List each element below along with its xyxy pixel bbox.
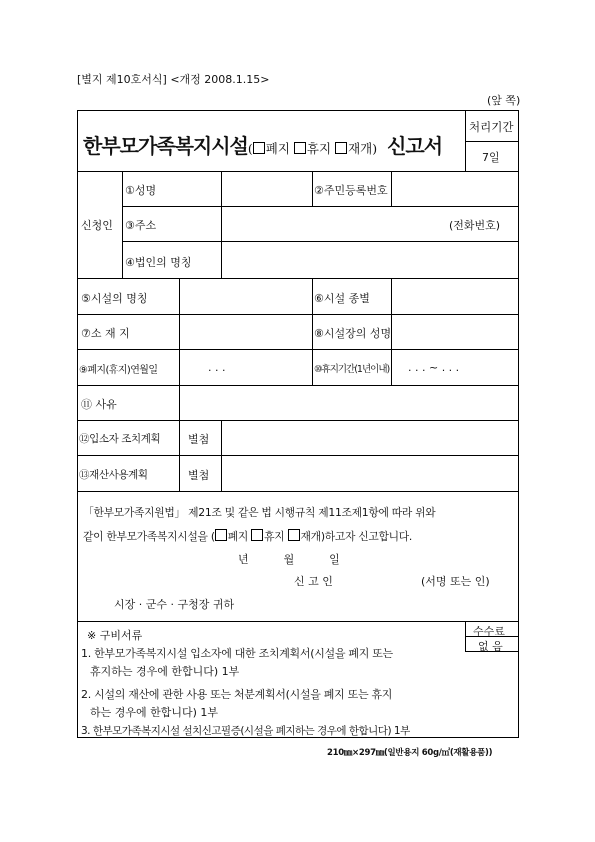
location-label: ⑦소 재 지 <box>81 327 130 340</box>
resident-plan-value: 별첨 <box>188 433 210 446</box>
rrn-label: ②주민등록번호 <box>314 184 388 197</box>
paper-spec: 210㎜×297㎜(일반용지 60g/㎡(재활용품)) <box>327 748 493 758</box>
location-field[interactable] <box>180 315 311 348</box>
resident-plan-field[interactable] <box>222 421 518 454</box>
checkbox-suspend-declaration[interactable] <box>251 529 263 541</box>
property-plan-field[interactable] <box>222 456 518 490</box>
facility-name-label: ⑤시설의 명칭 <box>81 292 148 305</box>
reporter-label: 신 고 인 <box>294 575 333 588</box>
checkbox-resume-declaration[interactable] <box>288 529 300 541</box>
closure-date-field[interactable]: . . . <box>208 361 226 374</box>
resident-plan-label: ⑫입소자 조치계획 <box>79 433 161 445</box>
suspension-period-label: ⑩휴지기간(1년이내) <box>314 364 390 375</box>
corporation-name-field[interactable] <box>222 242 518 277</box>
suspension-period-field[interactable]: . . . ~ . . . <box>408 361 460 374</box>
name-label: ①성명 <box>125 184 157 197</box>
phone-label: (전화번호) <box>449 219 501 232</box>
document-item-2b: 하는 경우에 한합니다) 1부 <box>90 706 219 719</box>
processing-period-value: 7일 <box>482 151 500 164</box>
declaration-line-1: 「한부모가족지원법」 제21조 및 같은 법 시행규칙 제11조제1항에 따라 위와 <box>83 506 436 519</box>
document-item-2a: 2. 시설의 재산에 관한 사용 또는 처분계획서(시설을 폐지 또는 휴지 <box>81 688 393 701</box>
checkbox-suspend[interactable] <box>294 142 306 154</box>
fee-label: 수수료 <box>473 625 505 638</box>
checkbox-close[interactable] <box>253 142 265 154</box>
property-plan-value: 별첨 <box>188 469 210 482</box>
corporation-name-label: ④법인의 명칭 <box>125 256 192 269</box>
required-documents-header: ※ 구비서류 <box>87 629 143 642</box>
rrn-field[interactable] <box>392 172 518 205</box>
facility-type-field[interactable] <box>392 279 518 313</box>
document-item-1b: 휴지하는 경우에 한합니다) 1부 <box>90 665 240 678</box>
document-item-3: 3. 한부모가족복지시설 설치신고필증(시설을 폐지하는 경우에 한합니다) 1부 <box>81 725 410 737</box>
declaration-line-2: 같이 한부모가족복지시설을 ( 폐지 휴지 재개)하고자 신고합니다. <box>83 530 413 543</box>
processing-period-label: 처리기간 <box>469 120 514 134</box>
facility-head-field[interactable] <box>392 315 518 348</box>
facility-name-field[interactable] <box>180 279 311 313</box>
reason-field[interactable] <box>180 386 518 419</box>
reason-label: ⑪ 사유 <box>81 398 117 411</box>
form-reference: [별지 제10호서식] <개정 2008.1.15> <box>77 73 270 86</box>
fee-value: 없 음 <box>478 640 503 653</box>
closure-date-label: ⑨폐지(휴지)연월일 <box>79 365 158 376</box>
property-plan-label: ⑬재산사용계획 <box>79 469 148 481</box>
applicant-section-label: 신청인 <box>81 219 113 232</box>
name-field[interactable] <box>222 172 311 205</box>
facility-type-label: ⑥시설 종별 <box>314 292 370 305</box>
facility-head-label: ⑧시설장의 성명 <box>314 327 392 340</box>
page-side-label: (앞 쪽) <box>487 94 521 107</box>
declaration-date: 년 월 일 <box>238 553 340 566</box>
document-item-1a: 1. 한부모가족복지시설 입소자에 대한 조치계획서(시설을 폐지 또는 <box>81 647 393 660</box>
checkbox-close-declaration[interactable] <box>215 529 227 541</box>
report-form <box>77 110 519 738</box>
recipient-label: 시장 · 군수 · 구청장 귀하 <box>114 598 235 611</box>
signature-label: (서명 또는 인) <box>421 575 490 588</box>
address-label: ③주소 <box>125 219 157 232</box>
checkbox-resume[interactable] <box>335 142 347 154</box>
form-title: 한부모가족복지시설( 폐지 휴지 재개) 신고서 <box>83 134 443 158</box>
